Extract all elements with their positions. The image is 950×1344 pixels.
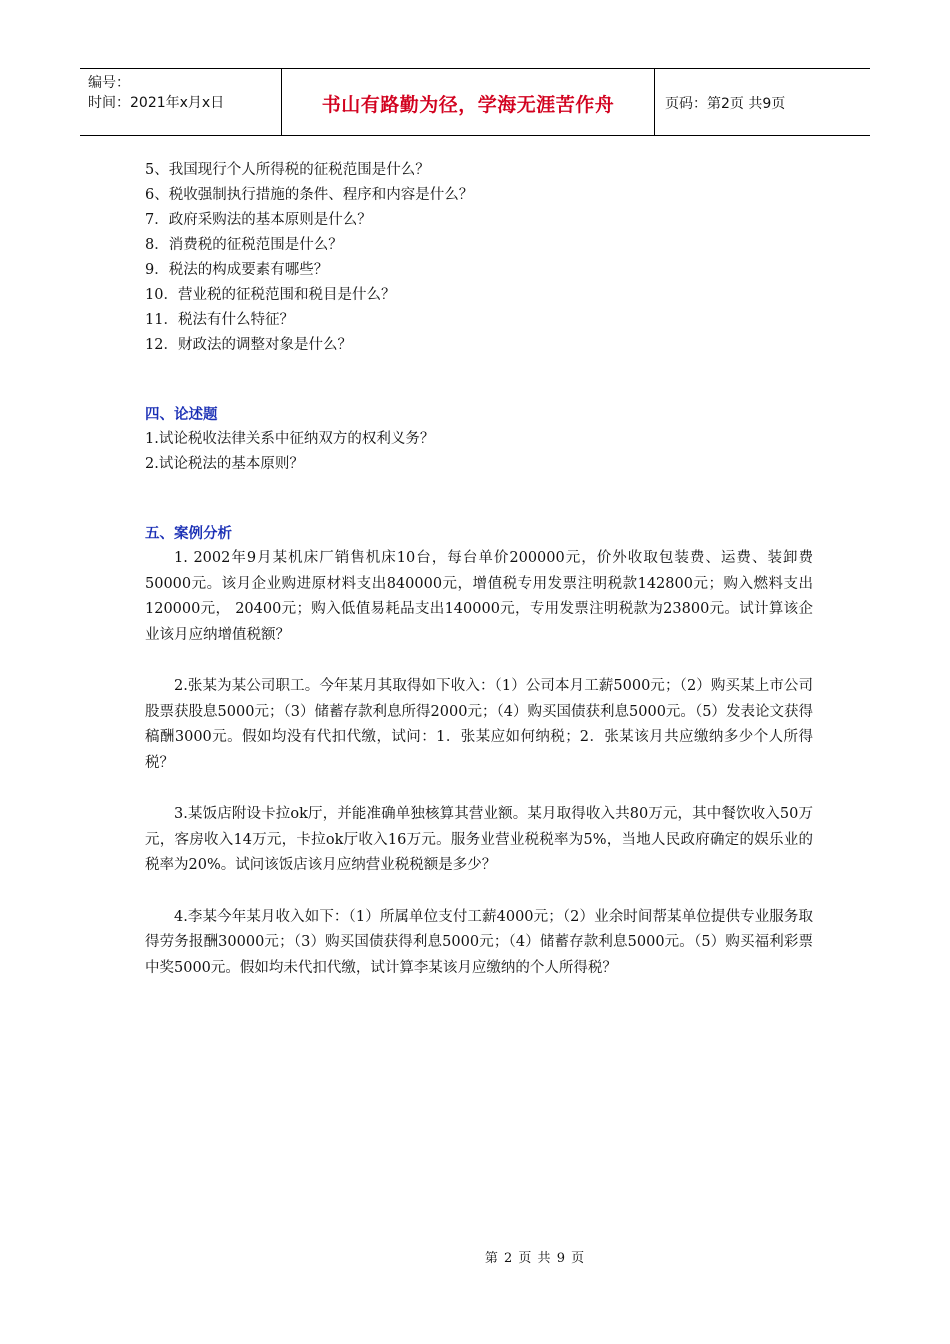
short-question-list (145, 158, 813, 358)
document-body (145, 158, 813, 981)
essay-item: 1.试论税收法律关系中征纳双方的权利义务？ (145, 431, 435, 447)
case-paragraph: 3.某饭店附设卡拉ok厅，并能准确单独核算其营业额。某月取得收入共80万元，其中餐饮收入50万元，客房收入14万元，卡拉ok厅收入16万元。服务业营业税税率为5%，当地人民政府确定的娱乐业的税率为20%。试问该饭店该月应纳营业税税额是多少？ (145, 806, 813, 873)
question-item: 5、我国现行个人所得税的征税范围是什么？ (145, 162, 430, 178)
case-paragraph: 4.李某今年某月收入如下：（1）所属单位支付工薪4000元；（2）业余时间帮某单位提供专业服务取得劳务报酬30000元；（3）购买国债获得利息5000元；（4）储蓄存款利息5000元。（5）购买福利彩票中奖5000元。假如均未代扣代缴，试计算李某该月应缴纳的个人所得税？ (145, 908, 813, 976)
case-paragraph: 1. 2002年9月某机床厂销售机床10台，每台单价200000元，价外收取包装费、运费、装卸费50000元。该月企业购进原材料支出840000元，增值税专用发票注明税款142800元；购入燃料支出120000元， 20400元；购入低值易耗品支出140000元，专用发票注明税款为23800元。试计算该企业该月应纳增值税额？ (145, 550, 813, 643)
document-header (80, 68, 870, 136)
question-item: 11．税法有什么特征？ (145, 312, 294, 328)
section-title-cases: 五、案例分析 (145, 526, 232, 542)
header-meta (80, 69, 282, 135)
page-footer: 第 2 页 共 9 页 (484, 1251, 586, 1266)
question-item: 7．政府采购法的基本原则是什么？ (145, 212, 372, 228)
essay-section (145, 403, 813, 477)
question-item: 10．营业税的征税范围和税目是什么？ (145, 287, 396, 303)
question-item: 9．税法的构成要素有哪些？ (145, 262, 329, 278)
time-label: 时间：2021年x月x日 (88, 95, 225, 111)
header-motto: 书山有路勤为径，学海无涯苦作舟 (282, 69, 655, 135)
case-paragraph: 2.张某为某公司职工。今年某月其取得如下收入：（1）公司本月工薪5000元；（2）购买某上市公司股票获股息5000元；（3）储蓄存款利息所得2000元；（4）购买国债获利息5000元。（5）发表论文获得稿酬3000元。假如均没有代扣代缴，试问：1．张某应如何纳税；2．张某该月共应缴纳多少个人所得税？ (145, 678, 813, 771)
header-page-info: 页码：第2页 共9页 (665, 96, 786, 112)
section-title-essay: 四、论述题 (145, 407, 218, 423)
essay-item: 2.试论税法的基本原则？ (145, 456, 304, 472)
question-item: 12．财政法的调整对象是什么？ (145, 337, 352, 353)
case-section (145, 522, 813, 981)
number-label: 编号： (88, 75, 130, 91)
question-item: 6、税收强制执行措施的条件、程序和内容是什么？ (145, 187, 474, 203)
question-item: 8．消费税的征税范围是什么？ (145, 237, 343, 253)
